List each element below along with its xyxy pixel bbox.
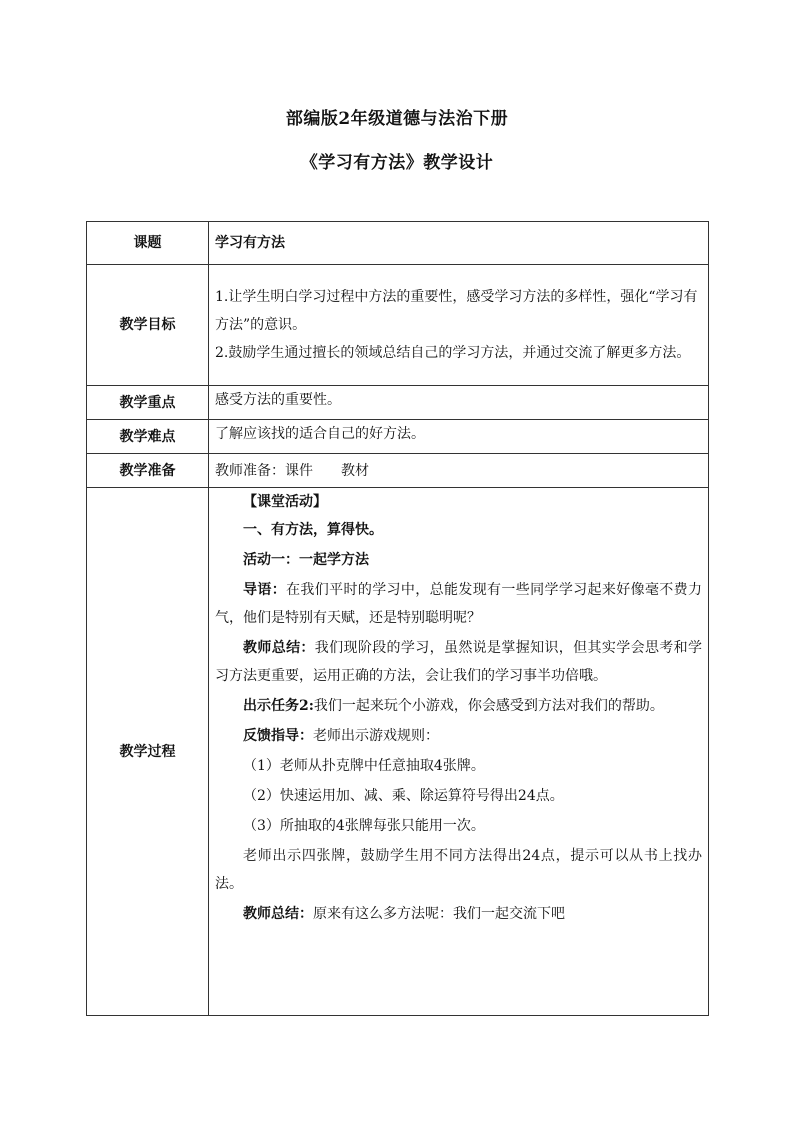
teacher-show-paragraph: 老师出示四张牌，鼓励学生用不同方法得出24点，提示可以从书上找办法。 [215,848,702,892]
preparation-value: 教师准备：课件 教材 [209,454,709,488]
key-points-label: 教学重点 [87,386,209,420]
summary-paragraph [215,900,702,928]
table-row [87,420,709,454]
goal-item: 1.让学生明白学习过程中方法的重要性，感受学习方法的多样性，强化“学习有方法”的意识。 [215,289,698,333]
key-points-value: 感受方法的重要性。 [209,386,709,420]
feedback-text: 老师出示游戏规则： [313,728,439,744]
lesson-plan-table [86,221,709,1016]
table-row [87,454,709,488]
topic-label: 课题 [87,222,209,265]
task-label: 出示任务2: [243,698,314,714]
difficulties-label: 教学难点 [87,420,209,454]
feedback-paragraph [215,722,702,750]
feedback-label: 反馈指导： [243,728,313,744]
rule-item: （3）所抽取的4张牌每张只能用一次。 [243,818,485,834]
rule-item: （2）快速运用加、减、乘、除运算符号得出24点。 [243,788,564,804]
activity-heading: 活动一：一起学方法 [243,552,369,568]
summary-label: 教师总结： [243,640,315,656]
table-row [87,265,709,386]
intro-label: 导语： [243,582,287,598]
summary-text: 我们现阶段的学习，虽然说是掌握知识，但其实学会思考和学习方法更重要，运用正确的方法，会让我们的学习事半功倍哦。 [215,640,702,684]
goals-content [209,265,709,386]
summary-text: 原来有这么多方法呢：我们一起交流下吧 [313,906,565,922]
goal-item: 2.鼓励学生通过擅长的领域总结自己的学习方法，并通过交流了解更多方法。 [215,345,691,361]
intro-paragraph [215,576,702,632]
section-heading: 【课堂活动】 [243,494,327,510]
document-subtitle: 《学习有方法》教学设计 [300,153,494,173]
process-label: 教学过程 [87,488,209,1016]
table-row [87,222,709,265]
task-text: 我们一起来玩个小游戏，你会感受到方法对我们的帮助。 [313,698,664,714]
summary-label: 教师总结： [243,906,313,922]
goals-label: 教学目标 [87,265,209,386]
difficulties-value: 了解应该找的适合自己的好方法。 [209,420,709,454]
part-heading: 一、有方法，算得快。 [243,522,383,538]
summary-paragraph [215,634,702,690]
document-title: 部编版2年级道德与法治下册 [285,109,509,129]
rule-item: （1）老师从扑克牌中任意抽取4张牌。 [243,758,485,774]
task-paragraph [215,692,702,720]
process-content [209,488,709,1016]
preparation-label: 教学准备 [87,454,209,488]
table-row [87,488,709,1016]
table-row [87,386,709,420]
intro-text: 在我们平时的学习中，总能发现有一些同学学习起来好像毫不费力气，他们是特别有天赋，还是特别聪明呢？ [215,582,702,626]
topic-value: 学习有方法 [209,222,709,265]
